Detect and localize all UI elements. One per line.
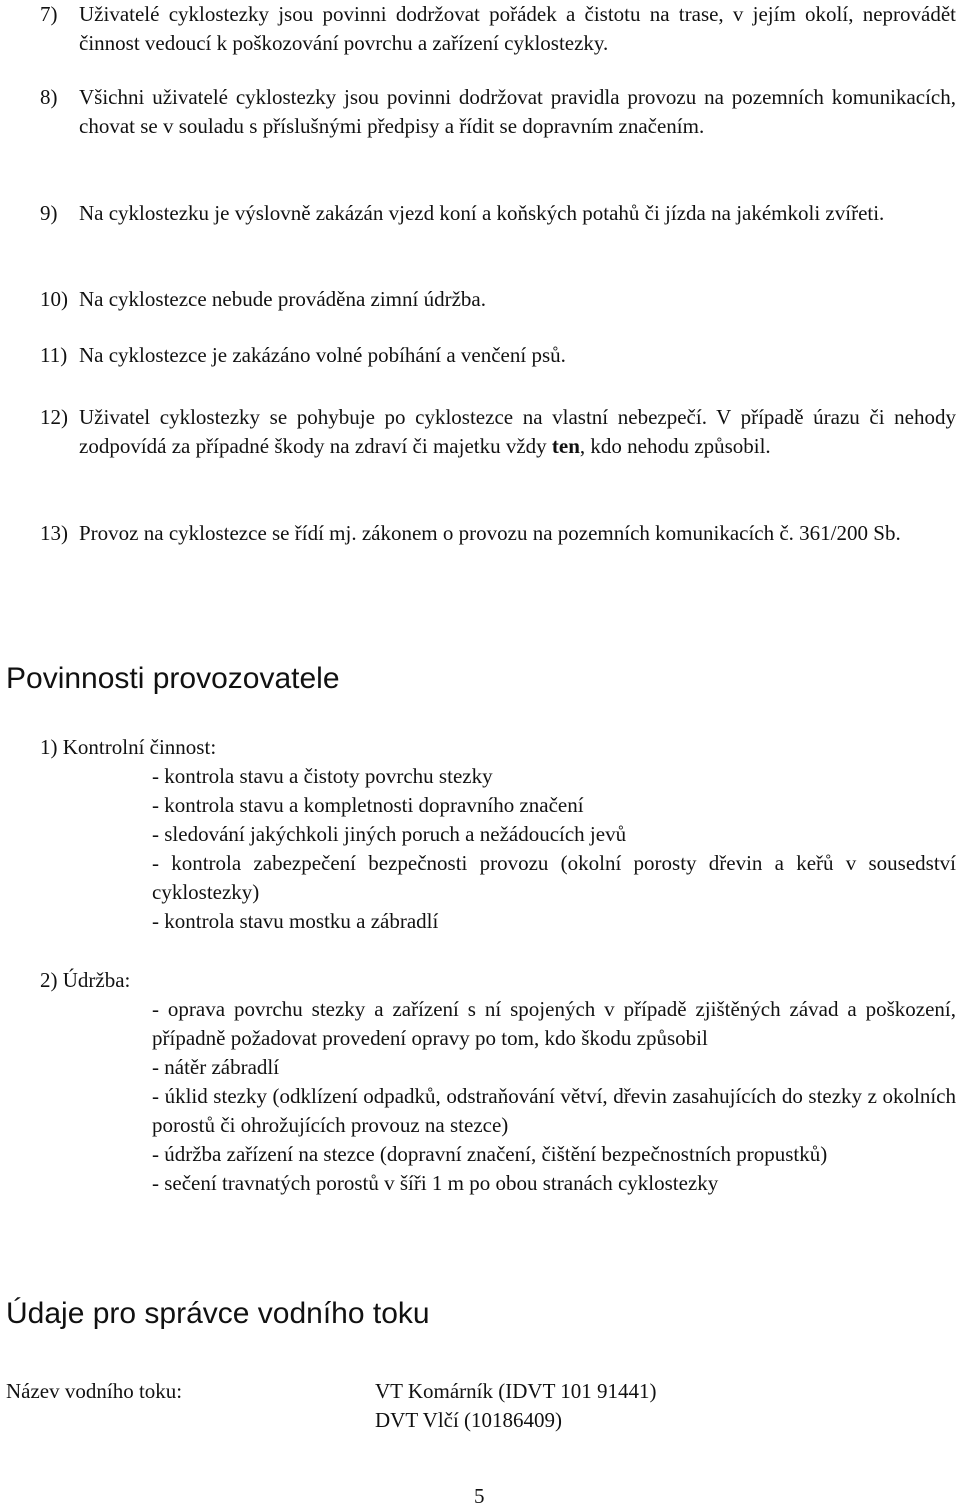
rule-13 [40,519,956,548]
rule-text: Uživatelé cyklostezky jsou povinni dodržovat pořádek a čistotu na trase, v jejím okolí, neprovádět činnost vedoucí k poškozování povrchu a zařízení cyklostezky. [79,2,956,55]
control-bullets [152,762,956,936]
control-bullet: - kontrola zabezpečení bezpečnosti provozu (okolní porosty dřevin a keřů v sousedství cyklostezky) [152,851,956,904]
rule-number: 13) [40,521,68,545]
maintenance-bullets [152,995,956,1198]
rule-number: 11) [40,343,68,367]
rule-8 [40,83,956,141]
control-bullet: - sledování jakýchkoli jiných poruch a nežádoucích jevů [152,822,627,846]
rule-11 [40,341,956,370]
rule-12 [40,403,956,461]
rule-text: Na cyklostezce je zakázáno volné pobíhání a venčení psů. [79,343,566,367]
control-label: 1) Kontrolní činnost: [40,735,217,759]
rule-text [79,403,956,461]
rule-text-bold: ten [551,434,580,458]
rule-7 [40,0,956,58]
maintenance-label: 2) Údržba: [40,968,131,992]
control-bullet: - kontrola stavu mostku a zábradlí [152,909,439,933]
rule-10 [40,285,956,314]
rule-text: Na cyklostezce nebude prováděna zimní údržba. [79,287,486,311]
section-heading-operator-duties: Povinnosti provozovatele [6,662,340,695]
maintenance-bullet: - oprava povrchu stezky a zařízení s ní spojených v případě zjištěných závad a poškození, případně požadovat provedení opravy po tom, kdo škodu způsobil [152,997,956,1050]
rule-number: 12) [40,405,68,429]
water-course-label: Název vodního toku: [6,1379,183,1403]
control-bullet: - kontrola stavu a kompletnosti dopravního značení [152,793,584,817]
rule-number: 8) [40,85,58,109]
water-course-value: VT Komárník (IDVT 101 91441) [375,1379,657,1403]
control-bullet: - kontrola stavu a čistoty povrchu stezky [152,764,493,788]
rule-text: Provoz na cyklostezce se řídí mj. zákonem o provozu na pozemních komunikacích č. 361/200 Sb. [79,521,901,545]
maintenance-bullet: - údržba zařízení na stezce (dopravní značení, čištění bezpečnostních propustků) [152,1142,828,1166]
rule-text: Na cyklostezku je výslovně zakázán vjezd koní a koňských potahů či jízda na jakémkoli zvířeti. [79,201,885,225]
section-heading-water-course: Údaje pro správce vodního toku [6,1297,430,1330]
rule-number: 10) [40,287,68,311]
maintenance-bullet: - nátěr zábradlí [152,1055,280,1079]
rule-number: 7) [40,2,58,26]
rule-text-part: , kdo nehodu způsobil. [579,434,771,458]
rule-number: 9) [40,201,58,225]
rule-text-part: Uživatel cyklostezky se pohybuje po cyklostezce na vlastní nebezpečí. V případě úrazu či nehody zodpovídá za případné škody na zdraví či majetku vždy [79,405,956,458]
maintenance-bullet: - úklid stezky (odklízení odpadků, odstraňování větví, dřevin zasahujících do stezky z okolních porostů či ohrožujících provouz na stezce) [152,1084,956,1137]
water-course-value: DVT Vlčí (10186409) [375,1408,563,1432]
rule-text: Všichni uživatelé cyklostezky jsou povinni dodržovat pravidla provozu na pozemních komunikacích, chovat se v souladu s příslušnými předpisy a řídit se dopravním značením. [79,85,956,138]
rule-9 [40,199,956,228]
page-number: 5 [474,1484,485,1508]
maintenance-bullet: - sečení travnatých porostů v šíři 1 m po obou stranách cyklostezky [152,1171,719,1195]
